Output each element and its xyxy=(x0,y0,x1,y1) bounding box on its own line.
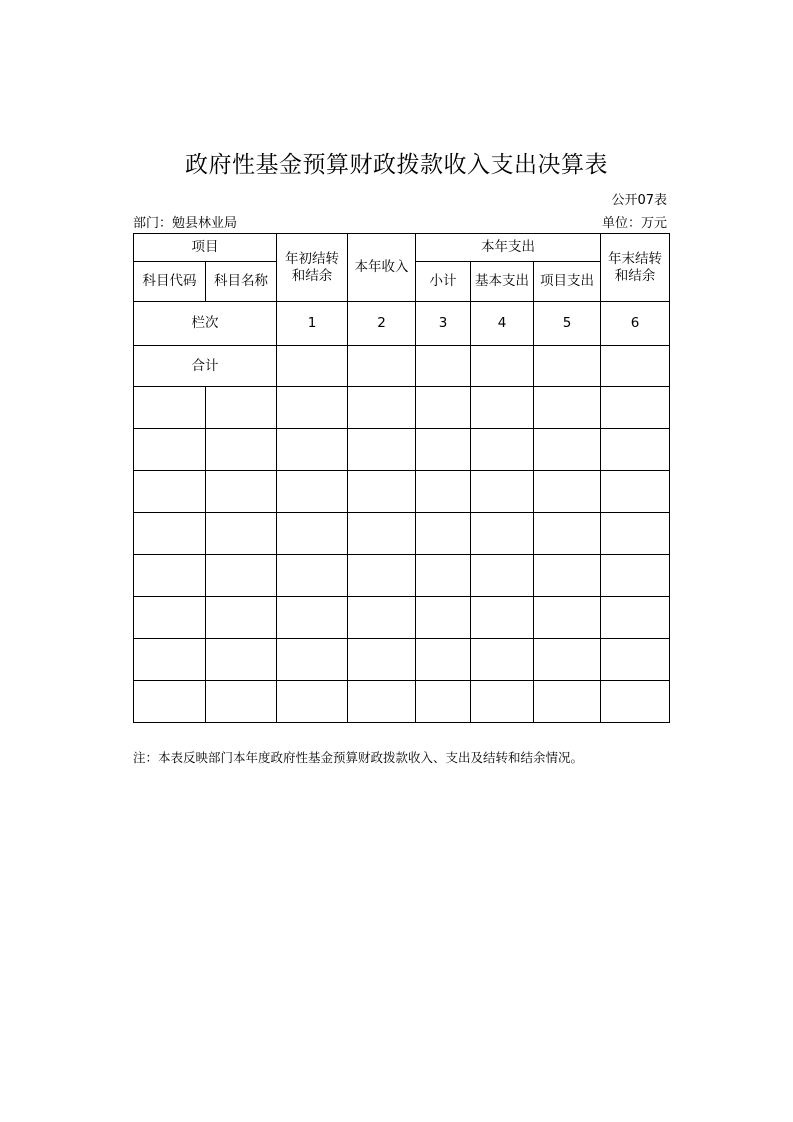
table-cell xyxy=(134,597,206,639)
table-cell xyxy=(277,513,348,555)
table-cell xyxy=(206,555,277,597)
page-title: 政府性基金预算财政拨款收入支出决算表 xyxy=(185,152,608,178)
table-cell xyxy=(416,513,471,555)
table-cell xyxy=(471,555,534,597)
index-cell: 2 xyxy=(348,302,416,346)
header-subject-name: 科目名称 xyxy=(206,262,277,302)
header-row-1 xyxy=(134,234,670,262)
table-cell xyxy=(534,597,601,639)
table-cell xyxy=(416,597,471,639)
table-cell xyxy=(534,555,601,597)
table-cell xyxy=(471,513,534,555)
table-cell xyxy=(134,387,206,429)
table-body xyxy=(134,387,670,723)
table-cell xyxy=(134,513,206,555)
table-cell xyxy=(206,597,277,639)
table-cell xyxy=(601,513,670,555)
table-cell xyxy=(134,555,206,597)
budget-table xyxy=(133,233,670,723)
table-cell xyxy=(601,387,670,429)
table-cell xyxy=(601,681,670,723)
table-cell xyxy=(348,471,416,513)
total-cell xyxy=(471,346,534,387)
table-cell xyxy=(277,471,348,513)
table-cell xyxy=(534,639,601,681)
unit-label: 单位：万元 xyxy=(601,216,667,231)
total-cell xyxy=(348,346,416,387)
footnote: 注：本表反映部门本年度政府性基金预算财政拨款收入、支出及结转和结余情况。 xyxy=(133,750,584,765)
table-cell xyxy=(534,429,601,471)
table-cell xyxy=(206,639,277,681)
header-subtotal: 小计 xyxy=(416,262,471,302)
table-cell xyxy=(277,597,348,639)
form-number: 公开07表 xyxy=(611,193,667,208)
table-cell xyxy=(471,597,534,639)
table-cell xyxy=(134,681,206,723)
table-cell xyxy=(601,597,670,639)
table-cell xyxy=(416,681,471,723)
total-cell xyxy=(601,346,670,387)
header-opening-balance: 年初结转 和结余 xyxy=(277,234,348,302)
table-cell xyxy=(134,429,206,471)
table-cell xyxy=(416,471,471,513)
table-cell xyxy=(471,471,534,513)
total-cell xyxy=(277,346,348,387)
table-cell xyxy=(348,597,416,639)
total-cell xyxy=(534,346,601,387)
index-cell: 3 xyxy=(416,302,471,346)
index-cell: 6 xyxy=(601,302,670,346)
header-basic-expense: 基本支出 xyxy=(471,262,534,302)
header-current-expense: 本年支出 xyxy=(416,234,601,262)
table-cell xyxy=(601,471,670,513)
total-label: 合计 xyxy=(134,346,277,387)
index-cell: 5 xyxy=(534,302,601,346)
table-cell xyxy=(277,429,348,471)
table-row xyxy=(134,639,670,681)
table-cell xyxy=(206,681,277,723)
table-row xyxy=(134,513,670,555)
table-cell xyxy=(416,387,471,429)
department-label: 部门：勉县林业局 xyxy=(133,216,238,231)
table-cell xyxy=(348,513,416,555)
table-cell xyxy=(471,639,534,681)
table-cell xyxy=(416,429,471,471)
table-cell xyxy=(601,639,670,681)
table-cell xyxy=(534,387,601,429)
table-cell xyxy=(601,429,670,471)
table-cell xyxy=(471,387,534,429)
header-current-income: 本年收入 xyxy=(348,234,416,302)
table-cell xyxy=(134,639,206,681)
index-cell: 1 xyxy=(277,302,348,346)
table-cell xyxy=(134,471,206,513)
header-closing-balance: 年末结转 和结余 xyxy=(601,234,670,302)
table-row xyxy=(134,681,670,723)
header-item: 项目 xyxy=(134,234,277,262)
table-cell xyxy=(471,681,534,723)
table-cell xyxy=(206,513,277,555)
table-cell xyxy=(534,471,601,513)
table-cell xyxy=(416,639,471,681)
table-cell xyxy=(416,555,471,597)
table-cell xyxy=(277,387,348,429)
table-cell xyxy=(277,555,348,597)
table-row xyxy=(134,471,670,513)
table-cell xyxy=(348,429,416,471)
table-cell xyxy=(348,639,416,681)
table-cell xyxy=(206,429,277,471)
table-cell xyxy=(534,681,601,723)
table-cell xyxy=(471,429,534,471)
total-cell xyxy=(416,346,471,387)
table-cell xyxy=(277,681,348,723)
index-cell: 4 xyxy=(471,302,534,346)
table-row xyxy=(134,555,670,597)
table-cell xyxy=(348,681,416,723)
table-cell xyxy=(206,387,277,429)
table-cell xyxy=(348,555,416,597)
table-cell xyxy=(206,471,277,513)
index-label: 栏次 xyxy=(134,302,277,346)
index-row xyxy=(134,302,670,346)
table-cell xyxy=(601,555,670,597)
table-row xyxy=(134,429,670,471)
header-subject-code: 科目代码 xyxy=(134,262,206,302)
table-row xyxy=(134,387,670,429)
table-cell xyxy=(534,513,601,555)
table-row xyxy=(134,597,670,639)
header-project-expense: 项目支出 xyxy=(534,262,601,302)
total-row xyxy=(134,346,670,387)
table-cell xyxy=(277,639,348,681)
table-cell xyxy=(348,387,416,429)
